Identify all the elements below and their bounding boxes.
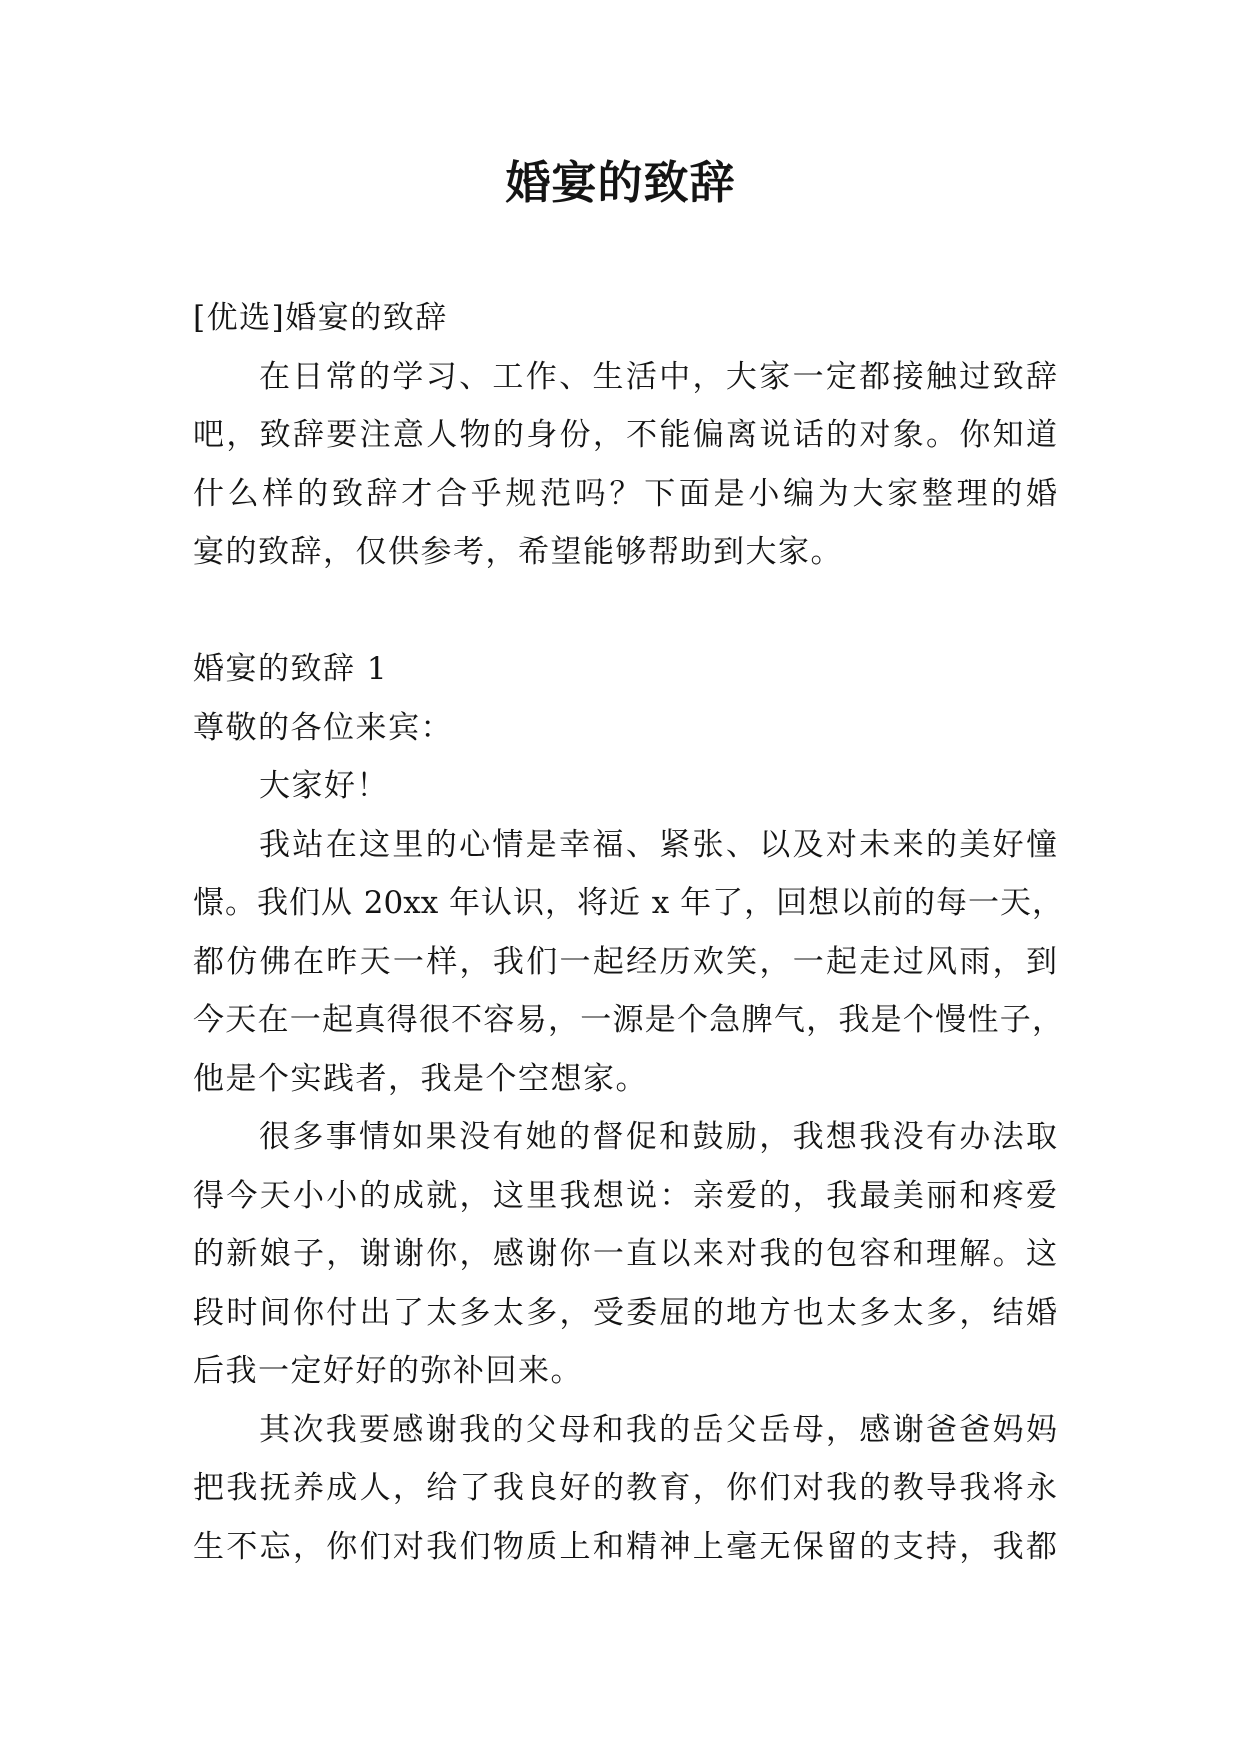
body-paragraph [193, 1401, 1057, 1577]
paragraph-line: 憬。我们从 20xx 年认识，将近 x 年了，回想以前的每一天， [193, 885, 1063, 921]
paragraph-line: 生不忘，你们对我们物质上和精神上毫无保留的支持，我都 [193, 1528, 1057, 1565]
paragraph-line: 的新娘子，谢谢你，感谢你一直以来对我的包容和理解。这 [193, 1236, 1057, 1272]
body-paragraph [193, 1108, 1057, 1401]
paragraph-line: 在日常的学习、工作、生活中，大家一定都接触过致辞 [259, 358, 1057, 395]
paragraph-line: 后我一定好好的弥补回来。 [193, 1353, 583, 1389]
body-paragraph [193, 816, 1063, 1109]
section-heading: 婚宴的致辞 1 [193, 651, 389, 687]
document-title: 婚宴的致辞 [505, 156, 736, 209]
document-body [193, 289, 1063, 1576]
blank-line [193, 582, 1057, 641]
salutation: 尊敬的各位来宾： [193, 709, 453, 746]
paragraph-line: 把我抚养成人，给了我良好的教育，你们对我的教导我将永 [193, 1470, 1057, 1506]
document-subtitle: [优选]婚宴的致辞 [193, 300, 448, 336]
intro-paragraph [193, 348, 1057, 582]
paragraph-line: 段时间你付出了太多太多，受委屈的地方也太多太多，结婚 [193, 1294, 1057, 1331]
paragraph-line: 我站在这里的心情是幸福、紧张、以及对未来的美好憧 [259, 826, 1057, 863]
greeting: 大家好！ [259, 768, 389, 804]
paragraph-line: 其次我要感谢我的父母和我的岳父岳母，感谢爸爸妈妈 [259, 1411, 1057, 1448]
paragraph-line: 很多事情如果没有她的督促和鼓励，我想我没有办法取 [259, 1119, 1057, 1155]
paragraph-line: 都仿佛在昨天一样，我们一起经历欢笑，一起走过风雨，到 [193, 943, 1057, 980]
paragraph-line: 吧，致辞要注意人物的身份，不能偏离说话的对象。你知道 [193, 417, 1057, 453]
paragraph-line: 今天在一起真得很不容易，一源是个急脾气，我是个慢性子， [193, 1002, 1063, 1038]
paragraph-line: 他是个实践者，我是个空想家。 [193, 1060, 648, 1097]
paragraph-line: 得今天小小的成就，这里我想说：亲爱的，我最美丽和疼爱 [193, 1177, 1057, 1214]
paragraph-line: 宴的致辞，仅供参考，希望能够帮助到大家。 [193, 534, 843, 570]
paragraph-line: 什么样的致辞才合乎规范吗？下面是小编为大家整理的婚 [193, 475, 1057, 512]
